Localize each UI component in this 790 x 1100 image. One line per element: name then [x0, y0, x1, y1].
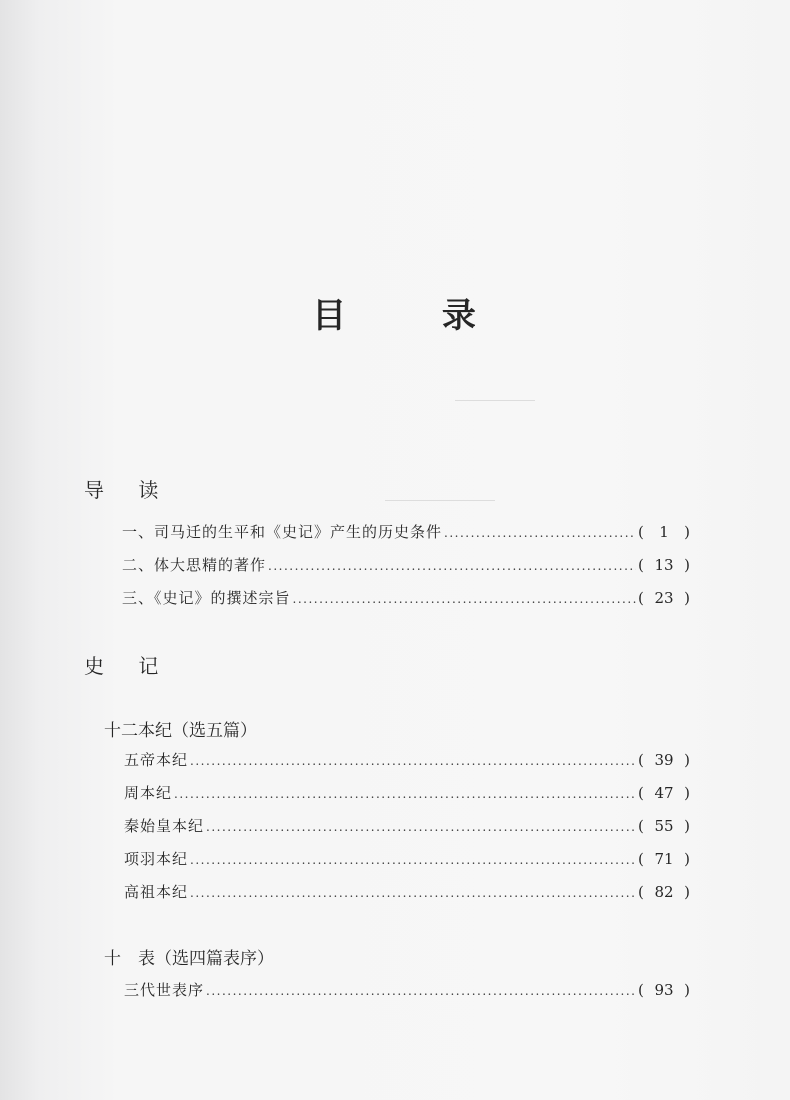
dot-leader [190, 749, 636, 773]
entry-label: 周本纪 [124, 784, 173, 802]
entry-label: 一、司马迁的生平和《史记》产生的历史条件 [122, 523, 443, 541]
toc-entry[interactable] [124, 880, 690, 904]
entry-page-number: ( 13 ) [638, 553, 690, 577]
section-heading-shiji: 史 记 [84, 654, 173, 678]
dot-leader [444, 521, 636, 545]
entry-page-number: ( 82 ) [638, 880, 690, 904]
entry-page-number: ( 71 ) [638, 847, 690, 871]
entry-page-number: ( 93 ) [638, 978, 690, 1002]
dot-leader [174, 782, 636, 806]
entry-page-number: ( 1 ) [638, 520, 690, 544]
entry-page-number: ( 23 ) [638, 586, 690, 610]
dot-leader [206, 815, 636, 839]
group-heading-biao: 十 表（选四篇表序） [104, 949, 274, 969]
toc-entry[interactable] [124, 814, 690, 838]
toc-entry[interactable] [122, 520, 690, 544]
group-heading-benji: 十二本纪（选五篇） [104, 721, 257, 741]
toc-entry[interactable] [124, 781, 690, 805]
entry-page-number: ( 55 ) [638, 814, 690, 838]
entry-page-number: ( 39 ) [638, 748, 690, 772]
entry-label: 秦始皇本纪 [124, 817, 205, 835]
faint-rule [455, 400, 535, 401]
toc-entry[interactable] [124, 748, 690, 772]
entry-label: 二、体大思精的著作 [122, 556, 267, 574]
toc-entry[interactable] [122, 586, 690, 610]
entry-label: 三、《史记》的撰述宗旨 [122, 589, 291, 607]
toc-entry[interactable] [124, 978, 690, 1002]
section-heading-daodu: 导 读 [84, 478, 173, 502]
dot-leader [268, 554, 636, 578]
dot-leader [206, 979, 636, 1003]
faint-rule [385, 500, 495, 501]
toc-entry[interactable] [122, 553, 690, 577]
entry-label: 项羽本纪 [124, 850, 189, 868]
dot-leader [190, 848, 636, 872]
entry-label: 高祖本纪 [124, 883, 189, 901]
dot-leader [190, 881, 636, 905]
entry-label: 五帝本纪 [124, 751, 189, 769]
entry-page-number: ( 47 ) [638, 781, 690, 805]
dot-leader [293, 587, 636, 611]
toc-entry[interactable] [124, 847, 690, 871]
toc-title: 目 录 [312, 296, 518, 336]
entry-label: 三代世表序 [124, 981, 205, 999]
